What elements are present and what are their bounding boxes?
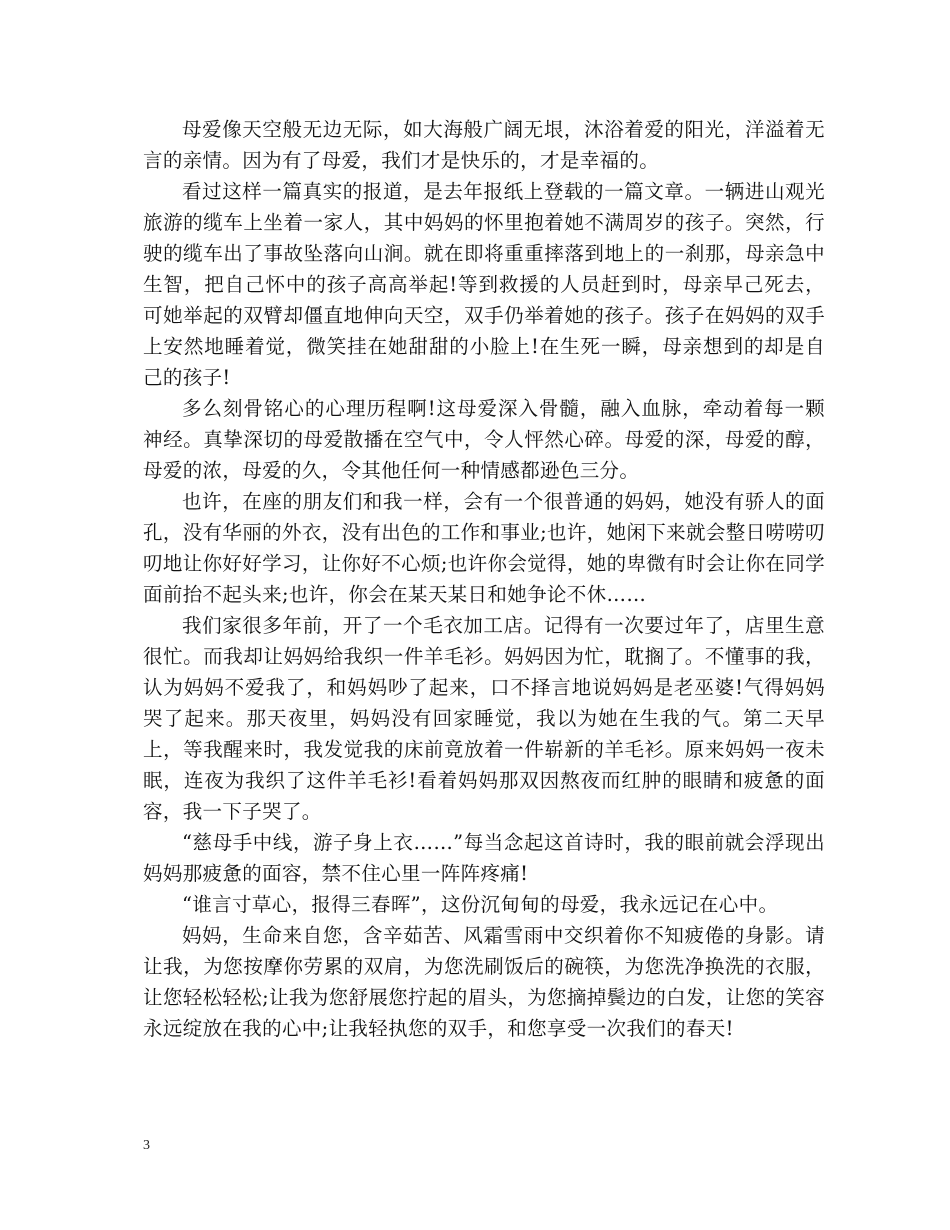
paragraph-3: 多么刻骨铭心的心理历程啊!这母爱深入骨髓，融入血脉，牵动着每一颗神经。真挚深切的母爱散播在空气中，令人怦然心碎。母爱的深，母爱的醇，母爱的浓，母爱的久，令其他任何一种情感都逊色三分。 xyxy=(143,397,825,482)
paragraph-1: 母爱像天空般无边无际，如大海般广阔无垠，沐浴着爱的阳光，洋溢着无言的亲情。因为有了母爱，我们才是快乐的，才是幸福的。 xyxy=(143,118,825,172)
paragraph-6: “慈母手中线，游子身上衣……”每当念起这首诗时，我的眼前就会浮现出妈妈那疲惫的面容，禁不住心里一阵阵疼痛! xyxy=(143,831,825,885)
paragraph-5: 我们家很多年前，开了一个毛衣加工店。记得有一次要过年了，店里生意很忙。而我却让妈妈给我织一件羊毛衫。妈妈因为忙，耽搁了。不懂事的我，认为妈妈不爱我了，和妈妈吵了起来，口不择言地说妈妈是老巫婆!气得妈妈哭了起来。那天夜里，妈妈没有回家睡觉，我以为她在生我的气。第二天早上，等我醒来时，我发觉我的床前竟放着一件崭新的羊毛衫。原来妈妈一夜未眠，连夜为我织了这件羊毛衫!看着妈妈那双因熬夜而红肿的眼睛和疲惫的面容，我一下子哭了。 xyxy=(143,614,825,823)
page-number: 3 xyxy=(143,1138,150,1153)
paragraph-4: 也许，在座的朋友们和我一样，会有一个很普通的妈妈，她没有骄人的面孔，没有华丽的外衣，没有出色的工作和事业;也许，她闲下来就会整日唠唠叨叨地让你好好学习，让你好不心烦;也许你会觉得，她的卑微有时会让你在同学面前抬不起头来;也许，你会在某天某日和她争论不休…… xyxy=(143,490,825,606)
document-body xyxy=(143,114,825,1044)
paragraph-2: 看过这样一篇真实的报道，是去年报纸上登载的一篇文章。一辆进山观光旅游的缆车上坐着一家人，其中妈妈的怀里抱着她不满周岁的孩子。突然，行驶的缆车出了事故坠落向山涧。就在即将重重摔落到地上的一刹那，母亲急中生智，把自己怀中的孩子高高举起!等到救援的人员赶到时，母亲早己死去，可她举起的双臂却僵直地伸向天空，双手仍举着她的孩子。孩子在妈妈的双手上安然地睡着觉，微笑挂在她甜甜的小脸上!在生死一瞬，母亲想到的却是自己的孩子! xyxy=(143,180,825,389)
paragraph-7: “谁言寸草心，报得三春晖”，这份沉甸甸的母爱，我永远记在心中。 xyxy=(182,893,779,916)
paragraph-8: 妈妈，生命来自您，含辛茹苦、风霜雪雨中交织着你不知疲倦的身影。请让我，为您按摩你劳累的双肩，为您洗刷饭后的碗筷，为您洗净换洗的衣服，让您轻松轻松;让我为您舒展您拧起的眉头，为您摘掉鬓边的白发，让您的笑容永远绽放在我的心中;让我轻执您的双手，和您享受一次我们的春天! xyxy=(143,924,825,1040)
